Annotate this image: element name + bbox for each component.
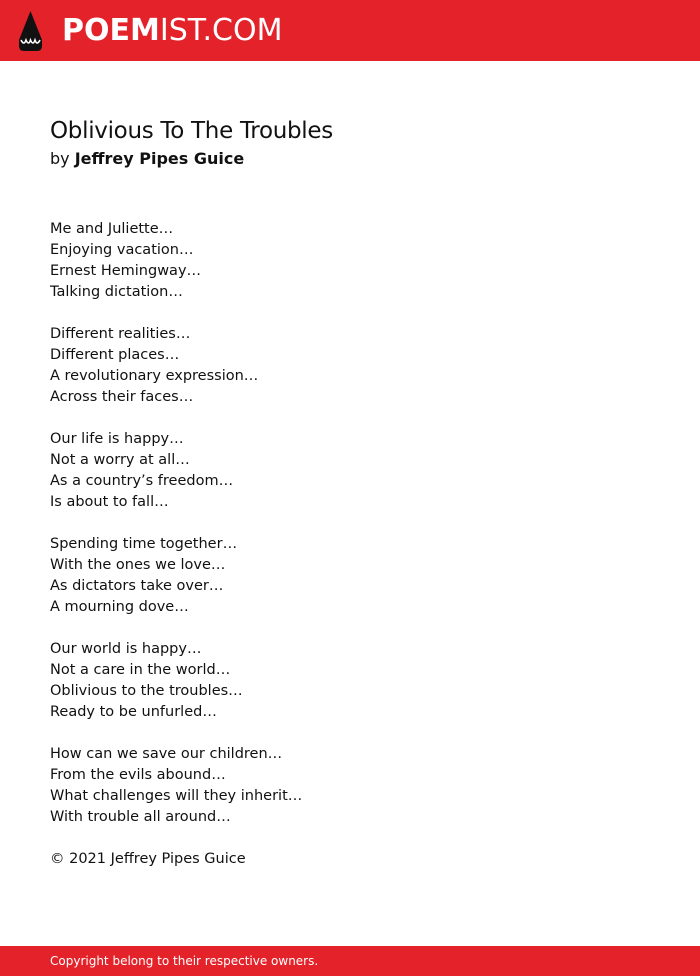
poem-line: Our life is happy… [50, 431, 184, 447]
poem-line: Our world is happy… [50, 641, 202, 657]
poem-byline [50, 148, 244, 170]
poem-title: Oblivious To The Troubles [50, 118, 333, 144]
logo-light-text: IST.COM [159, 13, 283, 48]
poem-copyright: © 2021 Jeffrey Pipes Guice [50, 851, 246, 867]
logo-bold-text: POEM [62, 13, 160, 48]
poem-line: With the ones we love… [50, 557, 226, 573]
poem-line: Enjoying vacation… [50, 242, 194, 258]
stanza [50, 744, 650, 828]
poem-line: A mourning dove… [50, 599, 189, 615]
poem-line: As dictators take over… [50, 578, 224, 594]
poem-line: A revolutionary expression… [50, 368, 259, 384]
footer-copyright-text: Copyright belong to their respective owners. [50, 954, 319, 968]
poem-line: Talking dictation… [50, 284, 183, 300]
poem-line: As a country’s freedom… [50, 473, 234, 489]
poem-line: Me and Juliette… [50, 221, 174, 237]
poem-line: Different realities… [50, 326, 191, 342]
poem-line: With trouble all around… [50, 809, 231, 825]
pencil-tip-icon[interactable] [18, 10, 43, 52]
poem-line: Not a worry at all… [50, 452, 190, 468]
stanza [50, 639, 650, 723]
poem-line: Spending time together… [50, 536, 238, 552]
stanza [50, 219, 650, 303]
stanza [50, 429, 650, 513]
poem-line: Is about to fall… [50, 494, 169, 510]
poem-body [50, 219, 650, 870]
poem-line: Not a care in the world… [50, 662, 231, 678]
poem-line: Across their faces… [50, 389, 194, 405]
poem-line: Ready to be unfurled… [50, 704, 217, 720]
poem-line: Oblivious to the troubles… [50, 683, 243, 699]
poem-line: From the evils abound… [50, 767, 226, 783]
stanza [50, 324, 650, 408]
site-footer [0, 946, 700, 976]
site-logo[interactable] [62, 10, 282, 52]
byline-prefix: by [50, 149, 70, 168]
poem-author: Jeffrey Pipes Guice [74, 149, 245, 168]
site-header [0, 0, 700, 61]
poem-line: Different places… [50, 347, 180, 363]
stanza [50, 534, 650, 618]
poem-line: What challenges will they inherit… [50, 788, 303, 804]
poem-line: How can we save our children… [50, 746, 283, 762]
poem-line: Ernest Hemingway… [50, 263, 202, 279]
